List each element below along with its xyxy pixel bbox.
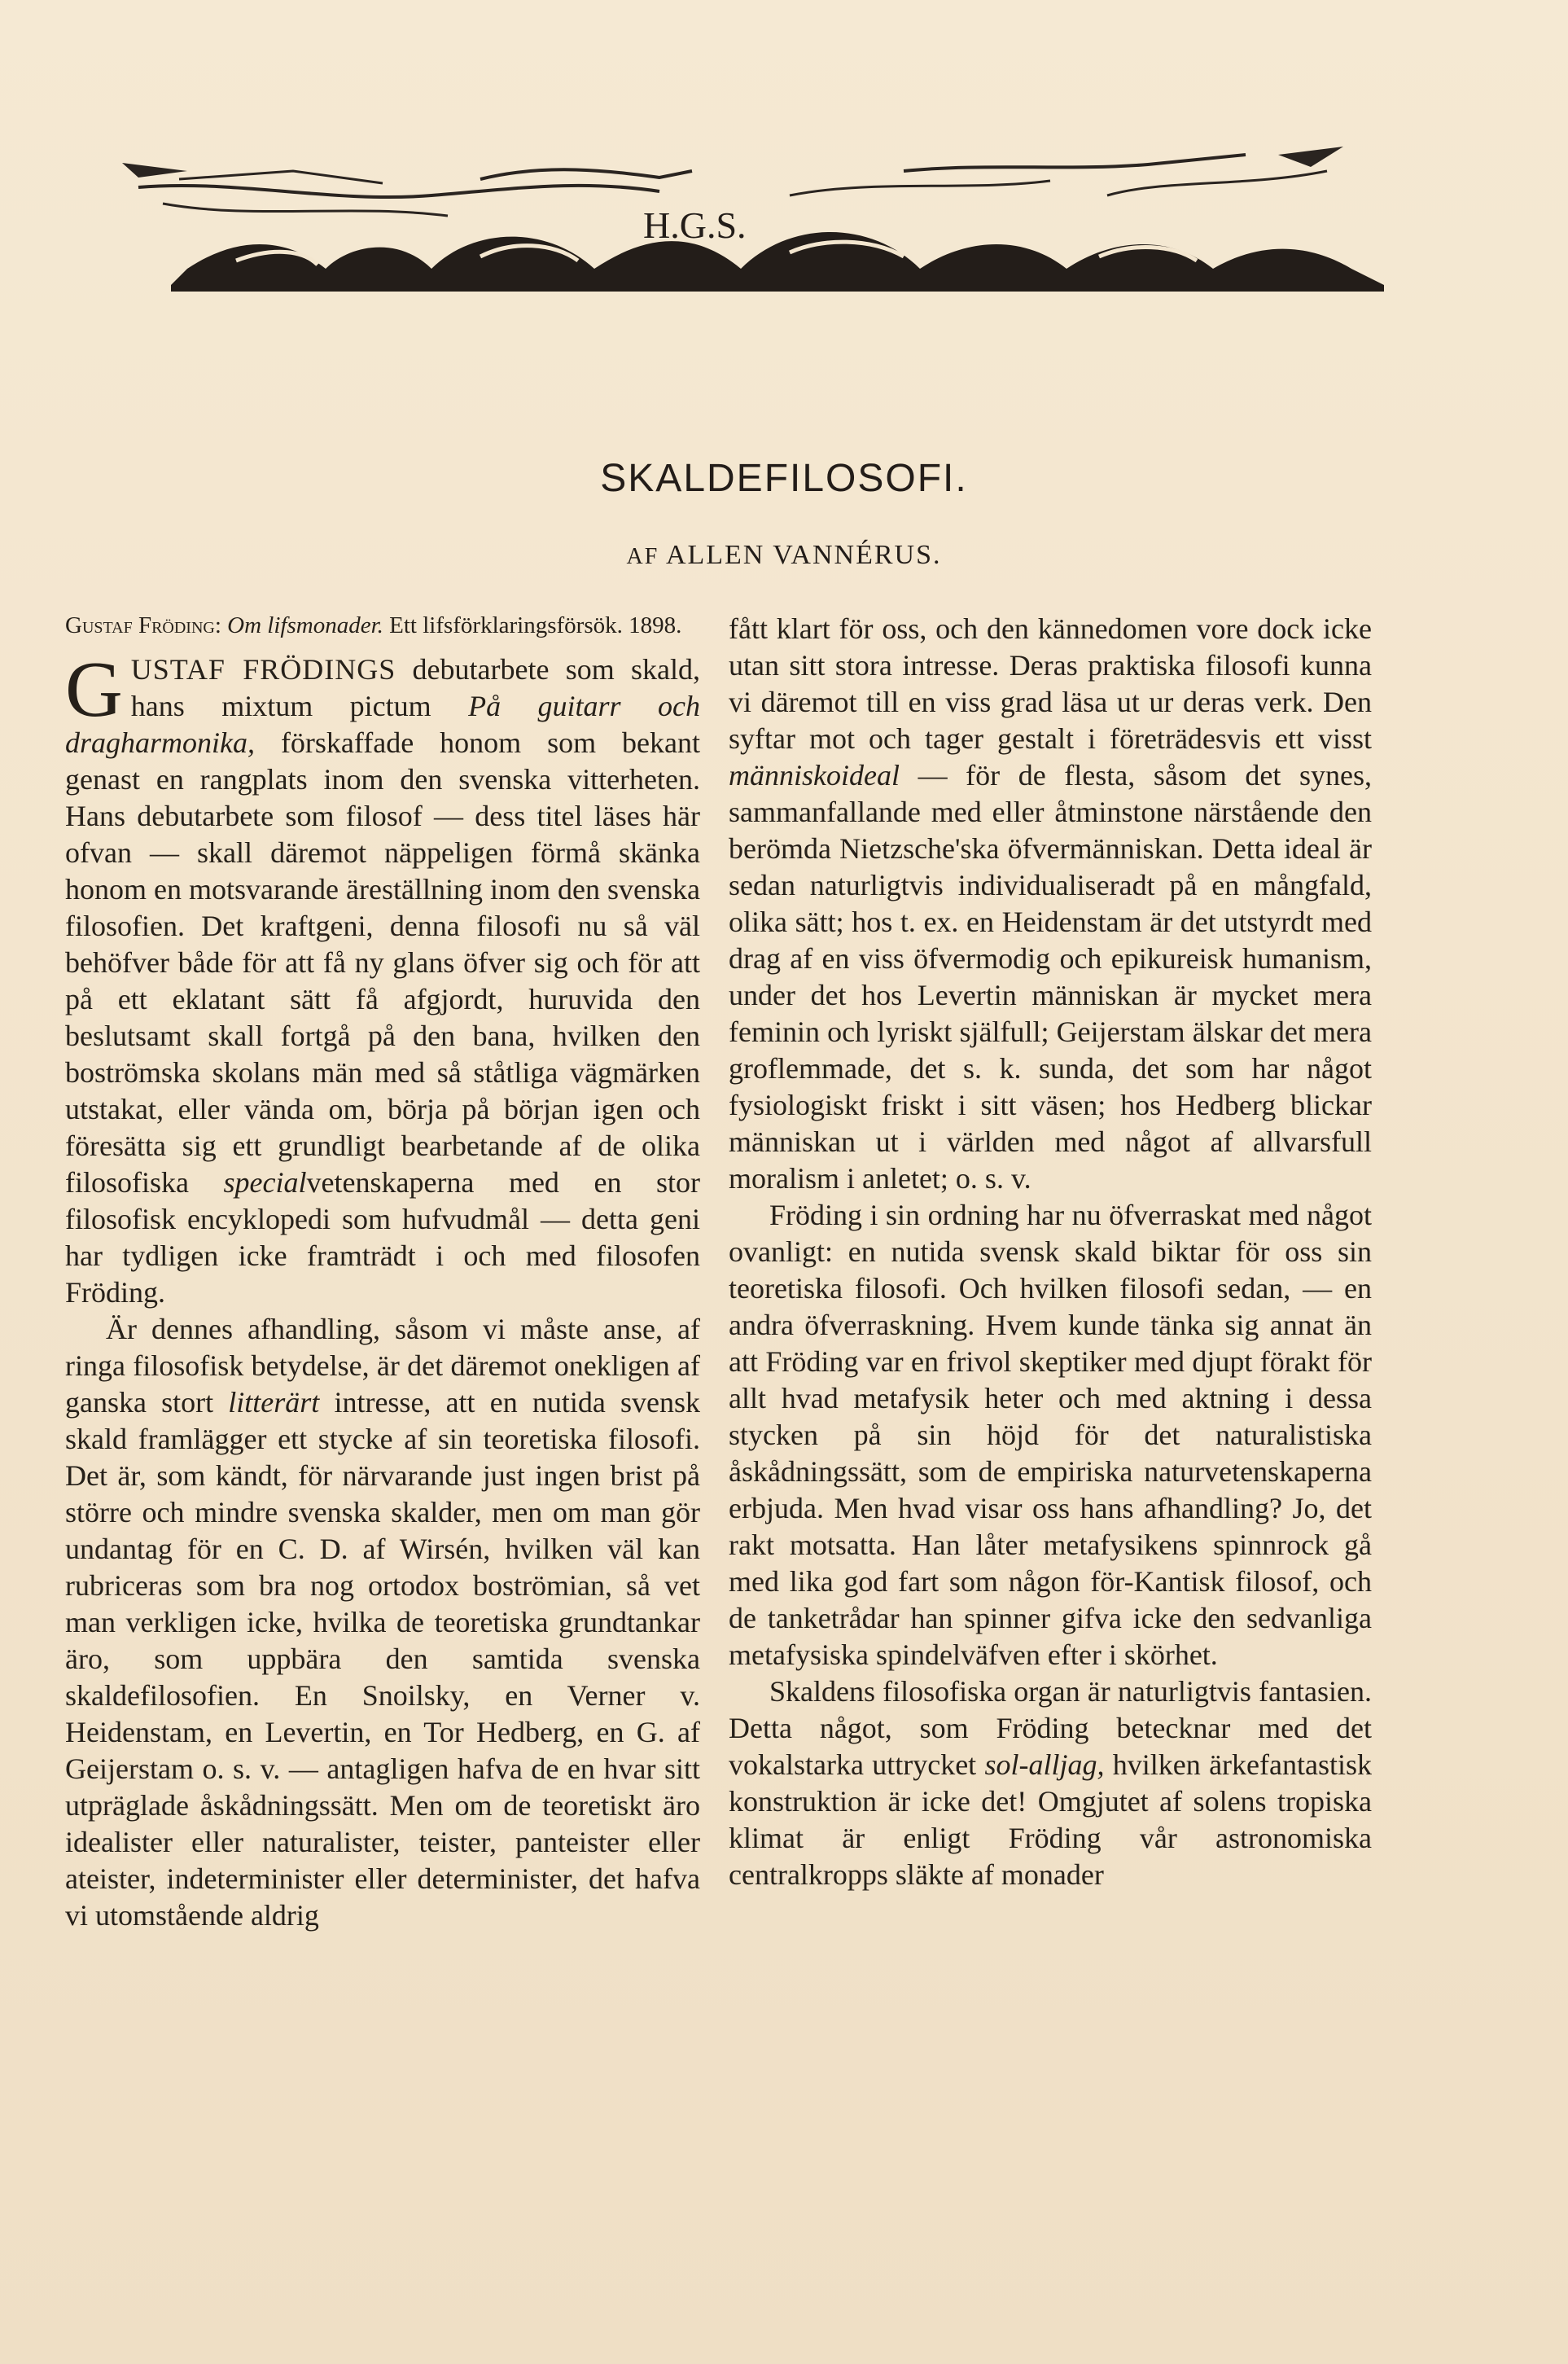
right-paragraph-3: Skaldens filosofiska organ är naturligtvis fantasien. Detta något, som Fröding betecknar med det vokalstarka uttrycket sol-alljag, hvilken ärkefantastisk konstruktion är icke det! Omgjutet af solens tropiska klimat är enligt Fröding vår astronomiska centralkropps släkte af monader [729,1675,1372,1891]
reference-year: 1898. [629,612,682,638]
vignette-initials: H.G.S. [643,204,747,246]
left-column [65,611,700,1934]
reference-title: Om lifsmonader. [227,612,383,638]
reference-author: Gustaf Fröding [65,612,215,638]
book-reference: Gustaf Fröding: Om lifsmonader. Ett lifsförklaringsförsök. 1898. [65,612,682,638]
right-paragraph-2: Fröding i sin ordning har nu öfverraskat med något ovanligt: en nutida svensk skald biktar för oss sin teoretiska filosofi. Och hvilken filosofi sedan, — en andra öfverraskning. Hvem kunde tänka sig annat än att Fröding var en frivol skeptiker med djupt förakt för allt hvad metafysik heter och med aktning i dessa stycken på sin höjd för det naturalistiska åskådningssätt, som de empiriska naturvetenskaperna erbjuda. Men hvad visar oss hans afhandling? Jo, det rakt motsatta. Han låter metafysikens spinnrock gå med lika god fart som någon för-Kantisk filosof, och de tanketrådar han spinner gifva icke den sedvanliga metafysiska spindelväfven efter i skörhet. [729,1199,1372,1671]
left-paragraph-2: Är dennes afhandling, såsom vi måste anse, af ringa filosofisk betydelse, är det däremot onekligen af ganska stort litterärt intresse, att en nutida svensk skald framlägger ett stycke af sin teoretiska filosofi. Det är, som kändt, för närvarande just ingen brist på större och mindre svenska skalder, men om man gör undantag för en C. D. af Wirsén, hvilken väl kan rubriceras som bra nog ortodox boströmian, så vet man verkligen icke, hvilka de teoretiska grundtankar äro, som uppbära den samtida svenska skaldefilosofien. En Snoilsky, en Verner v. Heidenstam, en Levertin, en Tor Hedberg, en G. af Geijerstam o. s. v. — antagligen hafva de en hvar sitt utpräglade åskådningssätt. Men om de teoretiskt äro idealister eller naturalister, teister, panteister eller ateister, indeterminister eller determinister, det hafva vi utomstående aldrig [65,1313,700,1932]
decorative-vignette [90,147,1384,309]
left-paragraph-1: GUSTAF FRÖDINGS debutarbete som skald, hans mixtum pictum På guitarr och dragharmonika, förskaffade honom som bekant genast en rangplats inom den svenska vitterheten. Hans debutarbete som filosof — dess titel läses här ofvan — skall däremot näppeligen förmå skänka honom en motsvarande äreställning inom den svenska filosofien. Det kraftgeni, denna filosofi nu så väl behöfver både för att få ny glans öfver sig och för att på ett eklatant sätt få afgjordt, huruvida den beslutsamt skall fortgå på den bana, hvilken den boströmska skolans män med så ståtliga vägmärken utstakat, eller vända om, börja på början igen och föresätta sig ett grundligt bearbetande af de olika filosofiska specialvetenskaperna med en stor filosofisk encyklopedi som hufvudmål — detta geni har tydligen icke framträdt i och med filosofen Fröding. [65,646,700,1309]
byline [0,540,1568,571]
article-title: SKALDEFILOSOFI. [600,457,968,500]
byline-prefix: AF [626,544,659,569]
reference-subtitle: Ett lifsförklaringsförsök. [389,612,623,638]
byline-author: ALLEN VANNÉRUS. [665,540,942,570]
drop-cap: G [65,646,123,734]
right-paragraph-1: fått klart för oss, och den kännedomen vore dock icke utan sitt stora intresse. Deras praktiska filosofi kunna vi däremot till en viss grad läsa ut ur deras verk. Den syftar mot och tager gestalt i företrädesvis ett visst människoideal — för de flesta, såsom det synes, sammanfallande med eller åtminstone närstående den berömda Nietzsche'ska öfvermänniskan. Detta ideal är sedan naturligtvis individualiseradt på en mångfald, olika sätt; hos t. ex. en Heidenstam är det utstyrdt med drag af en viss öfvermodig och epikureisk humanism, under det hos Levertin människan är mycket mera feminin och lyriskt själfull; Geijerstam älskar det mera groflemmade, det s. k. sunda, det som har något fysiologiskt friskt i sitt väsen; hos Hedberg blickar människan ut i världen med något af allvarsfull moralism i anletet; o. s. v. [729,612,1372,1195]
right-column [729,611,1372,1893]
